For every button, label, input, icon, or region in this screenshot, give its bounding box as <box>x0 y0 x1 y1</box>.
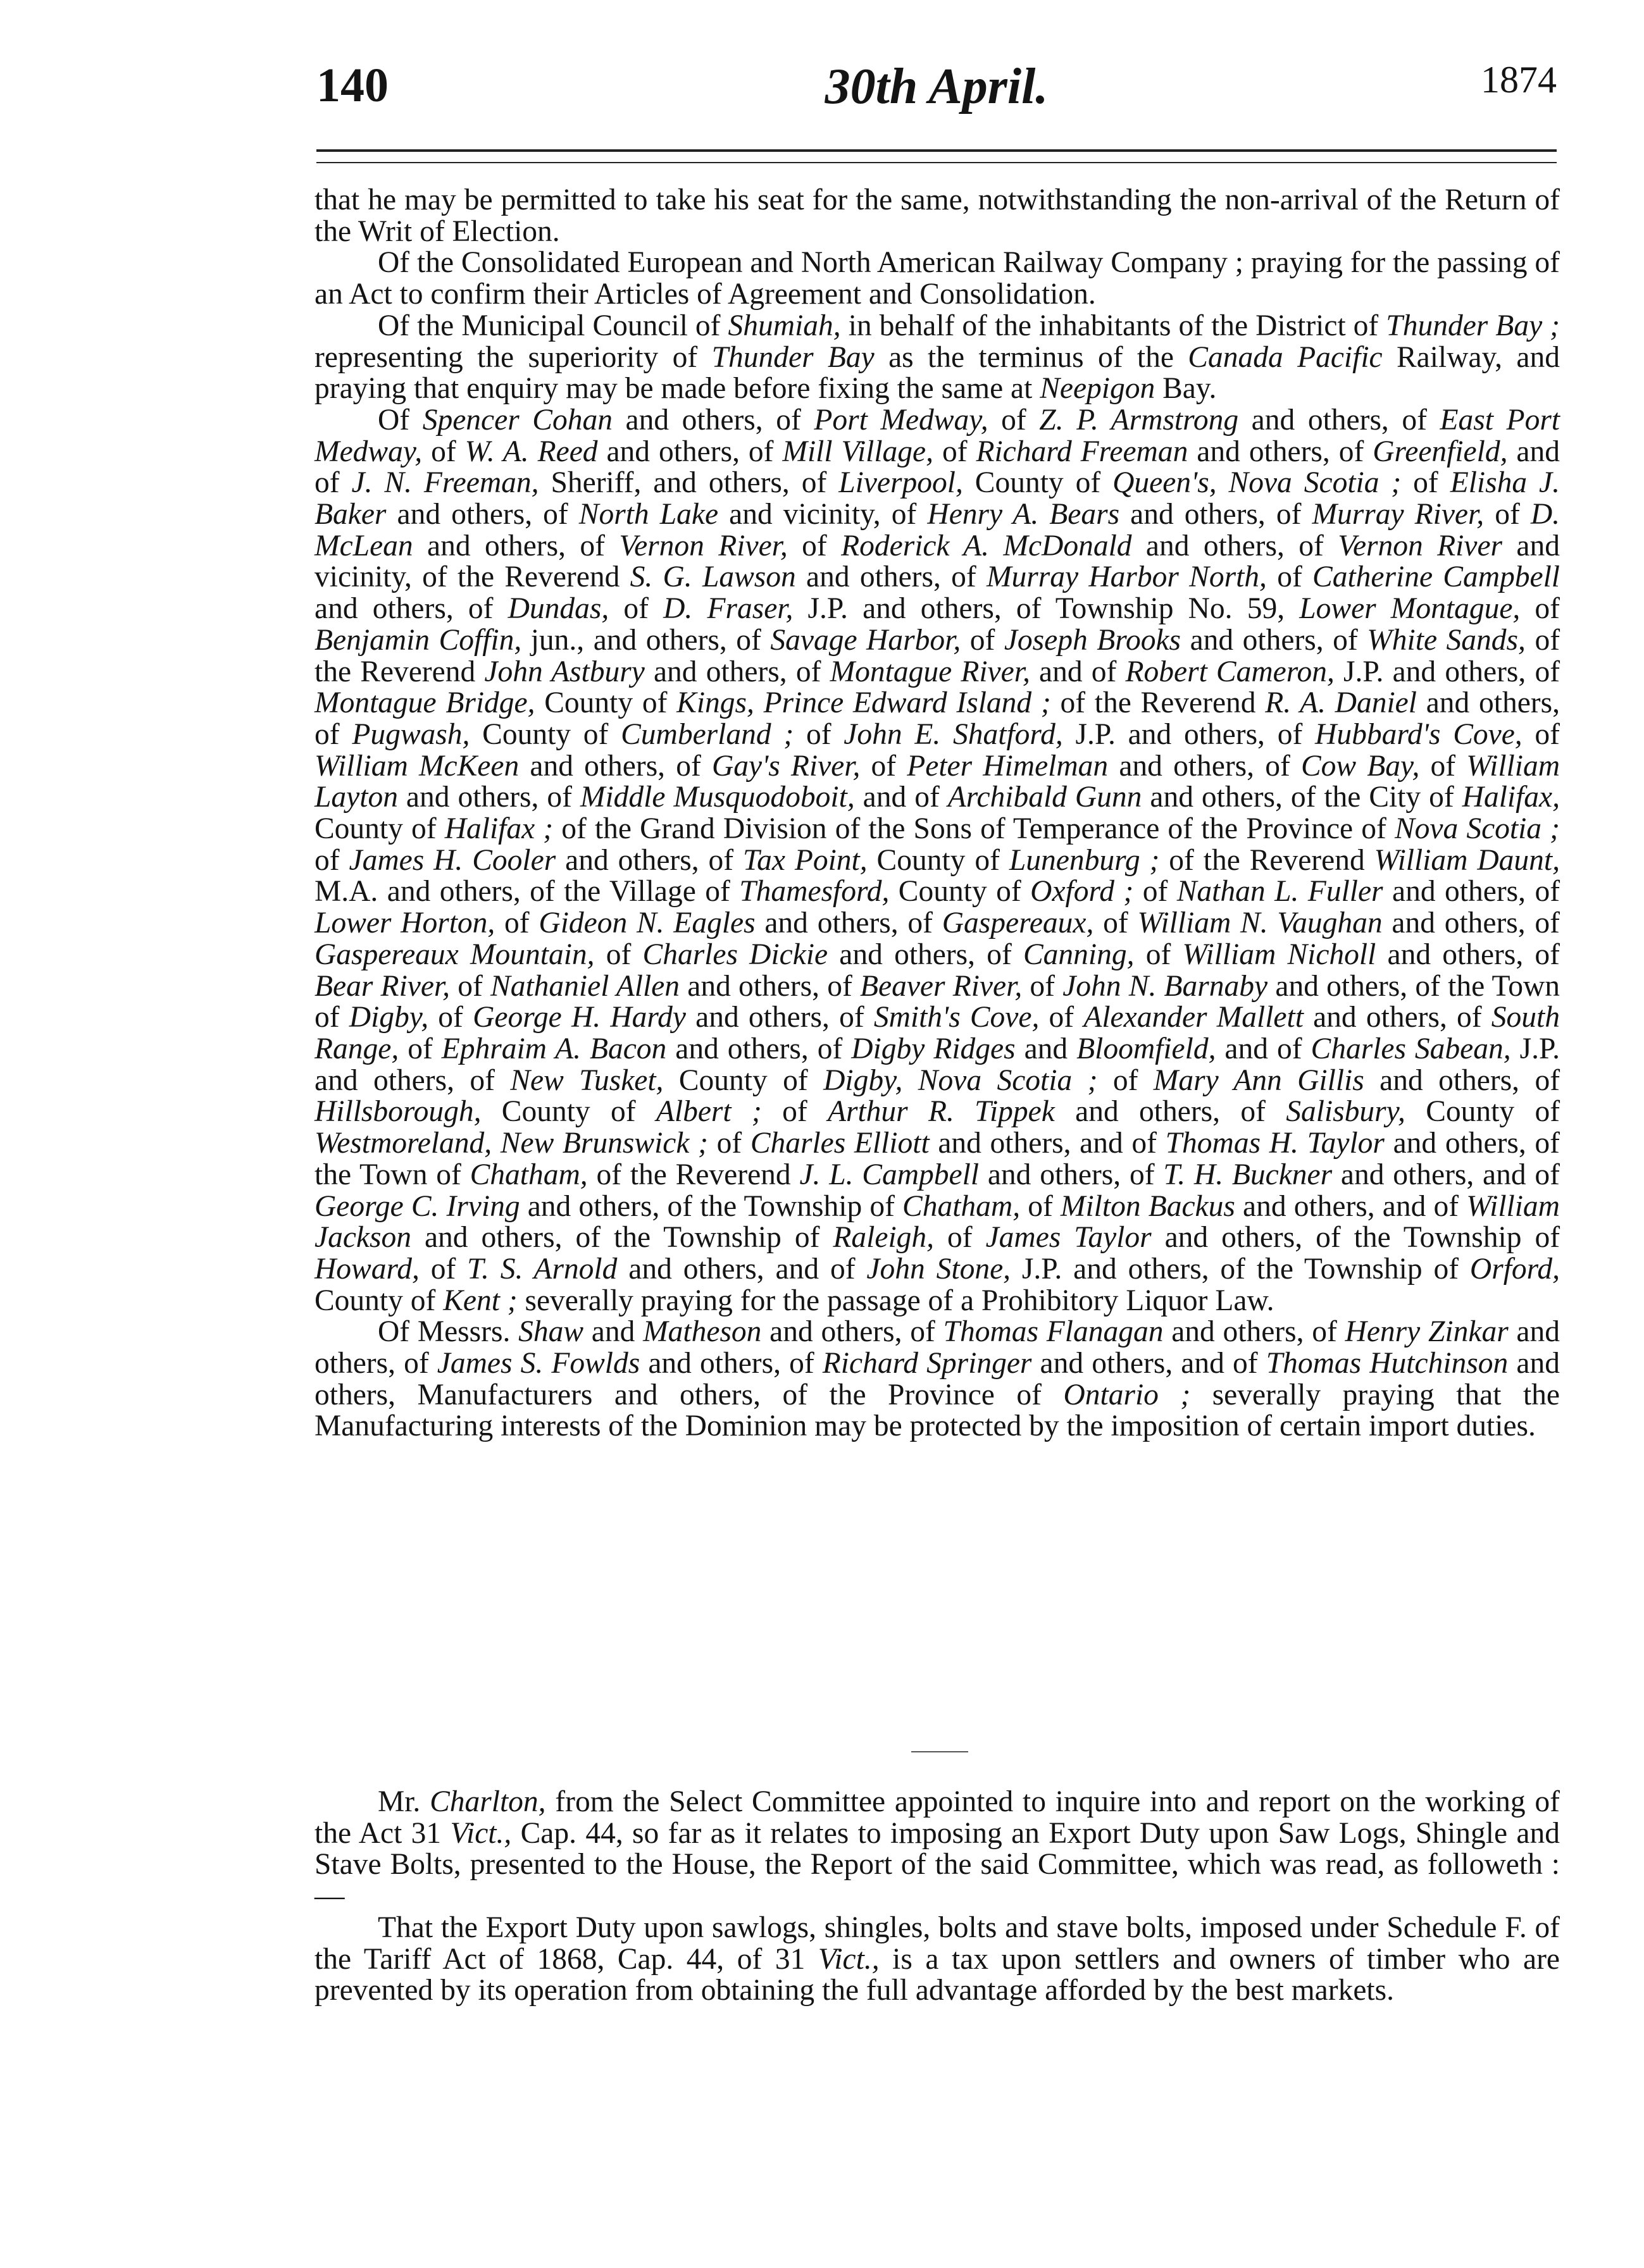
petition-paragraph-3: Of the Municipal Council of Shumiah, in behalf of the inhabitants of the District of Thunder Bay ; representing the superiority of Thunder Bay as the terminus of the Canada Pacific Railway, and praying that enquiry may be made before fixing the same at Neepigon Bay. <box>314 309 1560 406</box>
report-paragraph-1: Mr. Charlton, from the Select Committee appointed to inquire into and report on the working of the Act 31 Vict., Cap. 44, so far as it relates to imposing an Export Duty upon Saw Logs, Shingle and Stave Bolts, presented to the House, the Report of the said Committee, which was read, as followeth :— <box>314 1785 1560 1913</box>
section-divider <box>911 1751 968 1752</box>
header-rule-thin <box>316 162 1557 163</box>
petition-paragraph-1: that he may be permitted to take his seat for the same, notwithstanding the non-arrival of the Return of the Writ of Election. <box>314 183 1560 248</box>
committee-report-section <box>314 1787 1560 2007</box>
petition-paragraph-5: Of Messrs. Shaw and Matheson and others, of Thomas Flanagan and others, of Henry Zinkar and others, of James S. Fowlds and others, of Richard Springer and others, and of Thomas Hutchinson and others, Manufacturers and others, of the Province of Ontario ; severally praying that the Manufacturing interests of the Dominion may be protected by the imposition of certain import duties. <box>314 1315 1560 1443</box>
page-number: 140 <box>316 59 389 112</box>
page-year: 1874 <box>1481 59 1557 101</box>
petition-paragraph-4: Of Spencer Cohan and others, of Port Medway, of Z. P. Armstrong and others, of East Port Medway, of W. A. Reed and others, of Mill Village, of Richard Freeman and others, of Greenfield, and of J. N. Freeman, Sheriff, and others, of Liverpool, County of Queen's, Nova Scotia ; of Elisha J. Baker and others, of North Lake and vicinity, of Henry A. Bears and others, of Murray River, of D. McLean and others, of Vernon River, of Roderick A. McDonald and others, of Vernon River and vicinity, of the Reverend S. G. Lawson and others, of Murray Harbor North, of Catherine Campbell and others, of Dundas, of D. Fraser, J.P. and others, of Township No. 59, Lower Montague, of Benjamin Coffin, jun., and others, of Savage Harbor, of Joseph Brooks and others, of White Sands, of the Reverend John Astbury and others, of Montague River, and of Robert Cameron, J.P. and others, of Montague Bridge, County of Kings, Prince Edward Island ; of the Reverend R. A. Daniel and others, of Pugwash, County of Cumberland ; of John E. Shatford, J.P. and others, of Hubbard's Cove, of William McKeen and others, of Gay's River, of Peter Himelman and others, of Cow Bay, of William Layton and others, of Middle Musquodoboit, and of Archibald Gunn and others, of the City of Halifax, County of Halifax ; of the Grand Division of the Sons of Temperance of the Province of Nova Scotia ; of James H. Cooler and others, of Tax Point, County of Lunenburg ; of the Reverend William Daunt, M.A. and others, of the Village of Thamesford, County of Oxford ; of Nathan L. Fuller and others, of Lower Horton, of Gideon N. Eagles and others, of Gaspereaux, of William N. Vaughan and others, of Gaspereaux Mountain, of Charles Dickie and others, of Canning, of William Nicholl and others, of Bear River, of Nathaniel Allen and others, of Beaver River, of John N. Barnaby and others, of the Town of Digby, of George H. Hardy and others, of Smith's Cove, of Alexander Mallett and others, of South Range, of Ephraim A. Bacon and others, of Digby Ridges and Bloomfield, and of Charles Sabean, J.P. and others, of New Tusket, County of Digby, Nova Scotia ; of Mary Ann Gillis and others, of Hillsborough, County of Albert ; of Arthur R. Tippek and others, of Salisbury, County of Westmoreland, New Brunswick ; of Charles Elliott and others, and of Thomas H. Taylor and others, of the Town of Chatham, of the Reverend J. L. Campbell and others, of T. H. Buckner and others, and of George C. Irving and others, of the Township of Chatham, of Milton Backus and others, and of William Jackson and others, of the Township of Raleigh, of James Taylor and others, of the Township of Howard, of T. S. Arnold and others, and of John Stone, J.P. and others, of the Township of Orford, County of Kent ; severally praying for the passage of a Prohibitory Liquor Law. <box>314 403 1560 1317</box>
page-date: 30th April. <box>825 59 1049 115</box>
petition-paragraph-2: Of the Consolidated European and North American Railway Company ; praying for the passing of an Act to confirm their Articles of Agreement and Consolidation. <box>314 246 1560 311</box>
petitions-section <box>314 185 1560 1442</box>
report-paragraph-2: That the Export Duty upon sawlogs, shingles, bolts and stave bolts, imposed under Schedule F. of the Tariff Act of 1868, Cap. 44, of 31 Vict., is a tax upon settlers and owners of timber who are prevented by its operation from obtaining the full advantage afforded by the best markets. <box>314 1911 1560 2007</box>
page-header <box>316 58 1557 128</box>
header-rule-thick <box>316 149 1557 152</box>
